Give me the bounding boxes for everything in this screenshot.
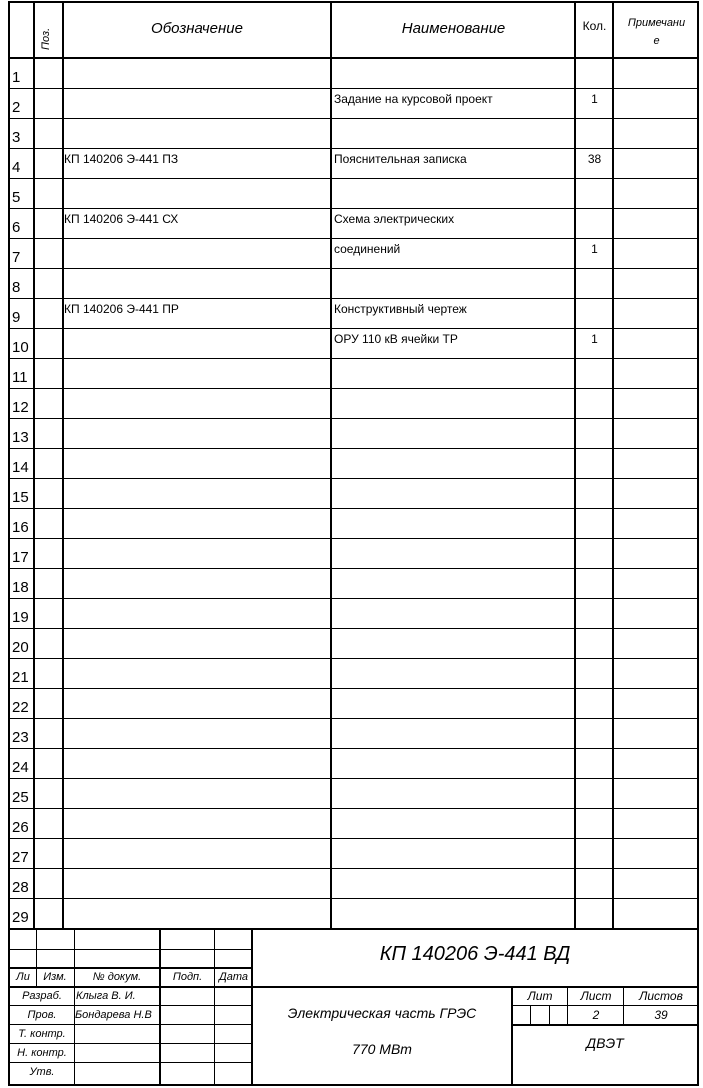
h-rule bbox=[512, 1024, 699, 1026]
h-rule bbox=[10, 868, 697, 869]
role-prov: Пров. bbox=[27, 1009, 57, 1021]
doc-code: КП 140206 Э-441 ВД bbox=[379, 943, 571, 965]
v-rule bbox=[549, 1005, 550, 1024]
role-n-kontr: Н. контр. bbox=[17, 1047, 67, 1059]
h-rule bbox=[10, 1024, 252, 1025]
row-number: 1 bbox=[12, 69, 21, 86]
h-rule bbox=[10, 328, 697, 329]
h-rule bbox=[512, 1005, 699, 1006]
h-rule bbox=[10, 508, 697, 509]
h-rule bbox=[10, 808, 697, 809]
h-rule bbox=[10, 478, 697, 479]
v-rule bbox=[612, 1, 614, 929]
h-rule bbox=[10, 658, 697, 659]
v-rule bbox=[62, 1, 64, 929]
h-rule bbox=[10, 986, 252, 988]
row-number: 5 bbox=[12, 189, 21, 206]
row-designation: КП 140206 Э-441 ПР bbox=[64, 302, 179, 316]
project-title-line2: 770 МВт bbox=[352, 1041, 412, 1057]
row-name: Задание на курсовой проект bbox=[334, 92, 493, 106]
row-number: 10 bbox=[12, 339, 29, 356]
h-rule bbox=[8, 1084, 699, 1086]
v-rule bbox=[567, 986, 568, 1024]
row-name: Пояснительная записка bbox=[334, 152, 467, 166]
h-rule bbox=[10, 148, 697, 149]
col-header-izm: Изм. bbox=[43, 971, 67, 983]
v-rule bbox=[159, 930, 161, 1085]
row-qty: 1 bbox=[591, 332, 598, 346]
header-qty: Кол. bbox=[582, 19, 607, 33]
label-sheets: Листов bbox=[639, 989, 683, 1003]
h-rule bbox=[10, 88, 697, 89]
row-number: 22 bbox=[12, 699, 29, 716]
h-rule bbox=[8, 928, 699, 930]
v-rule bbox=[214, 930, 215, 1085]
project-title-line1: Электрическая часть ГРЭС bbox=[287, 1005, 477, 1021]
h-rule bbox=[10, 238, 697, 239]
v-rule bbox=[33, 1, 35, 929]
col-header-li: Ли bbox=[16, 971, 30, 983]
v-rule bbox=[511, 986, 513, 1085]
row-designation: КП 140206 Э-441 ПЗ bbox=[64, 152, 179, 166]
row-number: 27 bbox=[12, 849, 29, 866]
col-header-doc-no: № докум. bbox=[92, 971, 142, 983]
v-rule bbox=[697, 1, 699, 1086]
h-rule bbox=[10, 418, 697, 419]
row-number: 11 bbox=[12, 369, 28, 386]
v-rule bbox=[530, 1005, 531, 1024]
row-number: 9 bbox=[12, 309, 21, 326]
row-number: 19 bbox=[12, 609, 29, 626]
h-rule bbox=[10, 358, 697, 359]
row-name: соединений bbox=[334, 242, 401, 256]
row-qty: 38 bbox=[587, 152, 602, 166]
role-utv: Утв. bbox=[29, 1066, 55, 1078]
row-number: 25 bbox=[12, 789, 29, 806]
h-rule bbox=[10, 1043, 252, 1044]
person-razrab: Клыга В. И. bbox=[76, 990, 136, 1002]
header-designation: Обозначение bbox=[151, 20, 243, 37]
h-rule bbox=[10, 1005, 252, 1006]
h-rule bbox=[10, 268, 697, 269]
h-rule bbox=[10, 949, 252, 950]
h-rule bbox=[10, 298, 697, 299]
row-number: 29 bbox=[12, 909, 29, 926]
row-number: 4 bbox=[12, 159, 21, 176]
role-t-kontr: Т. контр. bbox=[18, 1028, 66, 1040]
row-number: 7 bbox=[12, 249, 21, 266]
row-number: 2 bbox=[12, 99, 21, 116]
row-number: 28 bbox=[12, 879, 29, 896]
row-number: 24 bbox=[12, 759, 29, 776]
h-rule bbox=[10, 448, 697, 449]
row-number: 16 bbox=[12, 519, 29, 536]
h-rule bbox=[10, 628, 697, 629]
h-rule bbox=[10, 898, 697, 899]
sheets-count: 39 bbox=[654, 1008, 668, 1022]
h-rule bbox=[10, 748, 697, 749]
row-number: 26 bbox=[12, 819, 29, 836]
h-rule bbox=[8, 57, 699, 59]
header-note-line1: Примечани bbox=[627, 17, 686, 29]
row-number: 6 bbox=[12, 219, 21, 236]
v-rule bbox=[330, 1, 332, 929]
col-header-sign: Подп. bbox=[172, 971, 203, 983]
row-number: 20 bbox=[12, 639, 29, 656]
row-designation: КП 140206 Э-441 СХ bbox=[64, 212, 179, 226]
row-number: 21 bbox=[12, 669, 29, 686]
h-rule bbox=[10, 718, 697, 719]
h-rule bbox=[10, 118, 697, 119]
row-number: 12 bbox=[12, 399, 29, 416]
label-sheet: Лист bbox=[580, 989, 612, 1003]
h-rule bbox=[10, 838, 697, 839]
h-rule bbox=[10, 178, 697, 179]
row-qty: 1 bbox=[591, 242, 598, 256]
row-qty: 1 bbox=[591, 92, 598, 106]
v-rule bbox=[74, 930, 75, 1085]
header-pos: Поз. bbox=[40, 27, 52, 50]
h-rule bbox=[10, 688, 697, 689]
label-lit: Лит bbox=[527, 989, 553, 1003]
v-rule bbox=[36, 930, 37, 986]
header-name: Наименование bbox=[401, 20, 506, 37]
h-rule bbox=[10, 208, 697, 209]
person-prov: Бондарева Н.В bbox=[75, 1009, 152, 1021]
role-razrab: Разраб. bbox=[22, 990, 62, 1002]
organization: ДВЭТ bbox=[586, 1035, 624, 1051]
h-rule bbox=[8, 1, 699, 3]
h-rule bbox=[10, 388, 697, 389]
row-number: 8 bbox=[12, 279, 21, 296]
h-rule bbox=[10, 598, 697, 599]
sheet-number: 2 bbox=[592, 1008, 600, 1022]
h-rule bbox=[10, 967, 252, 969]
col-header-date: Дата bbox=[218, 971, 249, 983]
row-number: 15 bbox=[12, 489, 29, 506]
row-name: Конструктивный чертеж bbox=[334, 302, 467, 316]
row-number: 17 bbox=[12, 549, 29, 566]
v-rule bbox=[623, 986, 624, 1024]
row-number: 13 bbox=[12, 429, 29, 446]
v-rule bbox=[8, 1, 10, 1086]
row-number: 14 bbox=[12, 459, 29, 476]
row-number: 18 bbox=[12, 579, 29, 596]
row-name: Схема электрических bbox=[334, 212, 455, 226]
v-rule bbox=[574, 1, 576, 929]
row-name: ОРУ 110 кВ ячейки ТР bbox=[334, 332, 458, 346]
row-number: 23 bbox=[12, 729, 29, 746]
h-rule bbox=[10, 1062, 252, 1063]
row-number: 3 bbox=[12, 129, 21, 146]
v-rule bbox=[251, 930, 253, 1085]
h-rule bbox=[10, 568, 697, 569]
h-rule bbox=[10, 538, 697, 539]
h-rule bbox=[252, 986, 699, 988]
header-note-line2: е bbox=[653, 35, 660, 47]
h-rule bbox=[10, 778, 697, 779]
